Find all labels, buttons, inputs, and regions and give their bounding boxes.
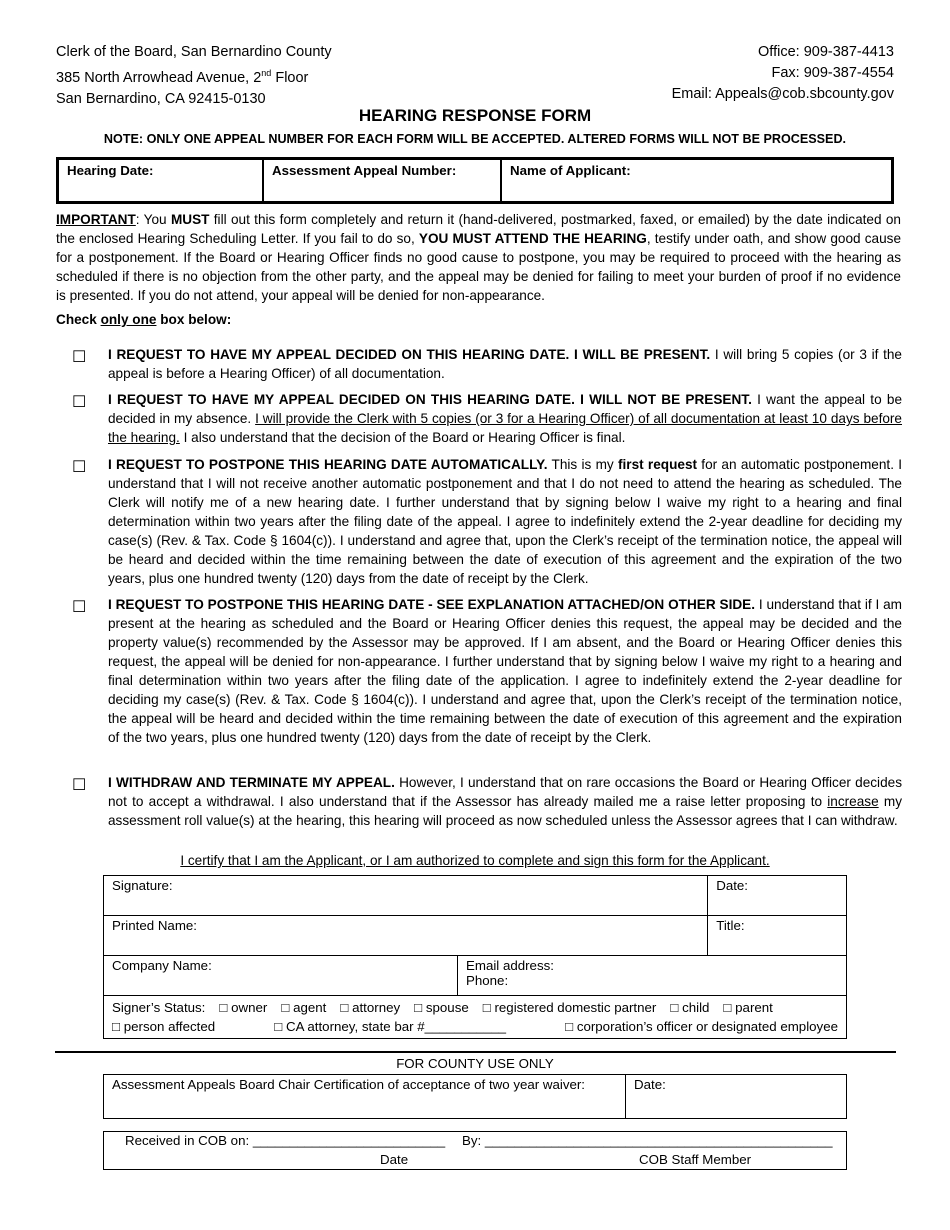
signature-table bbox=[103, 875, 847, 1039]
date-caption: Date bbox=[380, 1152, 409, 1167]
clerk-address-block bbox=[56, 42, 332, 110]
status-domestic-partner[interactable]: □ registered domestic partner bbox=[482, 1000, 657, 1015]
form-note: NOTE: ONLY ONE APPEAL NUMBER FOR EACH FORM WILL BE ACCEPTED. ALTERED FORMS WILL NOT BE PROCESSED. bbox=[103, 132, 847, 146]
option-heading: I REQUEST TO HAVE MY APPEAL DECIDED ON THIS HEARING DATE. I WILL NOT BE PRESENT. bbox=[108, 392, 752, 407]
email-label: Email address: bbox=[466, 958, 554, 973]
status-attorney[interactable]: □ attorney bbox=[340, 1000, 401, 1015]
important-text-2: fill out this form completely and return it (hand-delivered, postmarked, faxed, or emailed) by the date indicated on the enclosed Hearing Scheduling Letter. If you fail to do so, bbox=[56, 212, 901, 246]
option-text bbox=[108, 455, 902, 588]
check-instruction bbox=[56, 310, 901, 329]
checkbox-postpone-automatic[interactable]: ☐ bbox=[72, 459, 87, 476]
signature-field[interactable] bbox=[104, 876, 708, 916]
status-parent[interactable]: □ parent bbox=[723, 1000, 773, 1015]
option-body-2: for an automatic postponement. I understand that I will not receive another automatic postponement and that I do not need to attend the hearing as scheduled. The Clerk will notify me of a new hearing date. I further understand that by signing below I waive my right to a hearing and final determination within two years after the filing date of the appeal. I agree to indefinitely extend the 2-year deadline for deciding my case(s) (Rev. & Tax. Code § 1604(c)). I understand and agree that, upon the Clerk’s receipt of the termination notice, the appeal will be heard and decided within the time remaining between the date of execution of this agreement and the expiration of the two years, plus one hundred twenty (120) days from the date of receipt by the Clerk. bbox=[108, 457, 903, 586]
option-postpone-explanation bbox=[72, 595, 902, 747]
checkbox-decide-absent[interactable]: ☐ bbox=[72, 394, 87, 411]
divider-line bbox=[55, 1051, 896, 1053]
option-body-2: my assessment roll value(s) at the hearing, this hearing will proceed as now scheduled unless the Assessor agrees that I can withdraw. bbox=[108, 794, 902, 828]
signature-label: Signature: bbox=[112, 878, 173, 893]
phone-label: Phone: bbox=[466, 973, 509, 988]
street-text: 385 North Arrowhead Avenue, 2 bbox=[56, 69, 262, 86]
received-line[interactable]: Received in COB on: __________________________ bbox=[125, 1133, 446, 1148]
option-heading: I REQUEST TO POSTPONE THIS HEARING DATE - SEE EXPLANATION ATTACHED/ON OTHER SIDE. bbox=[108, 597, 756, 612]
first-request-text: first request bbox=[617, 457, 698, 472]
received-box bbox=[103, 1131, 847, 1170]
option-decide-absent bbox=[72, 390, 902, 447]
chair-certification-label: Assessment Appeals Board Chair Certification of acceptance of two year waiver: bbox=[112, 1077, 586, 1092]
option-heading: I REQUEST TO POSTPONE THIS HEARING DATE AUTOMATICALLY. bbox=[108, 457, 548, 472]
status-label: Signer’s Status: bbox=[112, 1000, 206, 1015]
printed-name-field[interactable] bbox=[104, 916, 708, 956]
top-fields-box bbox=[56, 157, 894, 204]
company-name-field[interactable] bbox=[104, 956, 458, 996]
option-text bbox=[108, 345, 902, 383]
county-use-heading: FOR COUNTY USE ONLY bbox=[396, 1056, 554, 1071]
chair-certification-box bbox=[103, 1074, 847, 1119]
option-body-2: I also understand that the decision of the Board or Hearing Officer is final. bbox=[179, 430, 626, 445]
appeal-number-label: Assessment Appeal Number: bbox=[272, 163, 457, 178]
status-owner[interactable]: □ owner bbox=[219, 1000, 268, 1015]
status-ca-attorney[interactable]: □ CA attorney, state bar #___________ bbox=[274, 1019, 507, 1034]
increase-text: increase bbox=[827, 794, 879, 809]
certification-statement: I certify that I am the Applicant, or I am authorized to complete and sign this form for the Applicant. bbox=[180, 853, 770, 868]
check-pre: Check bbox=[56, 312, 101, 327]
office-phone: Office: 909-387-4413 bbox=[758, 44, 894, 60]
status-row-1 bbox=[112, 998, 838, 1017]
title-field[interactable] bbox=[708, 916, 847, 956]
clerk-city: San Bernardino, CA 92415-0130 bbox=[56, 90, 266, 107]
fax-number: Fax: 909-387-4554 bbox=[771, 65, 894, 81]
signer-status-field bbox=[104, 996, 847, 1039]
received-by-line[interactable]: By: _______________________________________________ bbox=[462, 1133, 833, 1148]
important-label: IMPORTANT bbox=[56, 212, 136, 227]
contact-block bbox=[672, 42, 894, 105]
option-body: However, I understand that on rare occasions the Board or Hearing Officer decides not to accept a withdrawal. I also understand that if the Assessor has already mailed me a raise letter proposing to bbox=[108, 775, 902, 809]
applicant-name-label: Name of Applicant: bbox=[510, 163, 631, 178]
checkbox-postpone-explanation[interactable]: ☐ bbox=[72, 599, 87, 616]
option-heading: I REQUEST TO HAVE MY APPEAL DECIDED ON THIS HEARING DATE. I WILL BE PRESENT. bbox=[108, 347, 711, 362]
title-label: Title: bbox=[716, 918, 745, 933]
check-post: box below: bbox=[156, 312, 232, 327]
hearing-date-label: Hearing Date: bbox=[67, 163, 154, 178]
option-text bbox=[108, 595, 902, 747]
option-underlined: I will provide the Clerk with 5 copies (or 3 for a Hearing Officer) of all documentation at least 10 days before the hearing. bbox=[108, 411, 902, 445]
chair-date-field[interactable] bbox=[626, 1075, 846, 1118]
company-name-label: Company Name: bbox=[112, 958, 212, 973]
option-body: I understand that if I am present at the hearing as scheduled and the Board or Hearing Officer denies this request, the appeal may be decided and the property value(s) recommended by the Assessor may be approved. If I am absent, and the Board or Hearing Officer denies this request, the appeal will be denied for non-appearance. I further understand that by signing below I waive my right to a hearing and final determination within two years after the filing date of the application. I agree to indefinitely extend the 2-year deadline for deciding my case(s) (Rev. & Tax. Code § 1604(c)). I understand and agree that, upon the Clerk’s receipt of the termination notice, the appeal will be heard and decided within the time remaining between the date of execution of this agreement and the expiration of the two years, plus one hundred twenty (120) days from the date of receipt by the Clerk. bbox=[108, 597, 902, 745]
option-withdraw bbox=[72, 773, 902, 830]
important-paragraph bbox=[56, 210, 901, 305]
floor-text: Floor bbox=[271, 69, 309, 86]
status-person-affected[interactable]: □ person affected bbox=[112, 1019, 216, 1034]
option-body: I want the appeal to be decided in my absence. bbox=[108, 392, 903, 426]
date-label: Date: bbox=[716, 878, 749, 893]
option-decide-present bbox=[72, 345, 902, 383]
status-spouse[interactable]: □ spouse bbox=[414, 1000, 469, 1015]
floor-superscript: nd bbox=[261, 68, 272, 78]
important-text-1: : You bbox=[135, 212, 171, 227]
form-title: HEARING RESPONSE FORM bbox=[358, 106, 592, 125]
printed-name-label: Printed Name: bbox=[112, 918, 197, 933]
important-text-3: , testify under oath, and show good cause for a postponement. If the Board or Hearing Officer finds no good cause to postpone, you may be required to proceed with the hearing as scheduled if there is no objection from the other party, and the appeal may be denied for failing to meet your burden of proof if no evidence is presented. If you do not attend, your appeal will be denied for non-appearance. bbox=[56, 231, 902, 303]
signature-date-field[interactable] bbox=[708, 876, 847, 916]
staff-caption: COB Staff Member bbox=[639, 1152, 752, 1167]
check-only-one: only one bbox=[100, 312, 157, 327]
status-child[interactable]: □ child bbox=[670, 1000, 710, 1015]
chair-certification-field[interactable] bbox=[104, 1075, 626, 1118]
status-corporation-officer[interactable]: □ corporation’s officer or designated employee bbox=[565, 1019, 838, 1034]
attend-text: YOU MUST ATTEND THE HEARING bbox=[418, 231, 647, 246]
option-body: I will bring 5 copies (or 3 if the appeal is before a Hearing Officer) of all documentation. bbox=[108, 347, 902, 381]
checkbox-decide-present[interactable]: ☐ bbox=[72, 349, 87, 366]
status-agent[interactable]: □ agent bbox=[281, 1000, 327, 1015]
clerk-street bbox=[56, 63, 332, 89]
option-heading: I WITHDRAW AND TERMINATE MY APPEAL. bbox=[108, 775, 395, 790]
chair-date-label: Date: bbox=[634, 1077, 666, 1092]
email-phone-field[interactable] bbox=[458, 956, 847, 996]
checkbox-withdraw[interactable]: ☐ bbox=[72, 777, 87, 794]
option-body: This is my bbox=[547, 457, 618, 472]
email-address: Email: Appeals@cob.sbcounty.gov bbox=[671, 86, 894, 102]
must-text: MUST bbox=[170, 212, 210, 227]
option-text bbox=[108, 390, 902, 447]
status-row-2 bbox=[112, 1017, 838, 1036]
hearing-date-field[interactable] bbox=[59, 160, 264, 201]
clerk-name: Clerk of the Board, San Bernardino County bbox=[56, 44, 332, 60]
appeal-number-field[interactable] bbox=[264, 160, 502, 201]
applicant-name-field[interactable] bbox=[502, 160, 891, 201]
option-text bbox=[108, 773, 902, 830]
option-postpone-automatic bbox=[72, 455, 902, 588]
